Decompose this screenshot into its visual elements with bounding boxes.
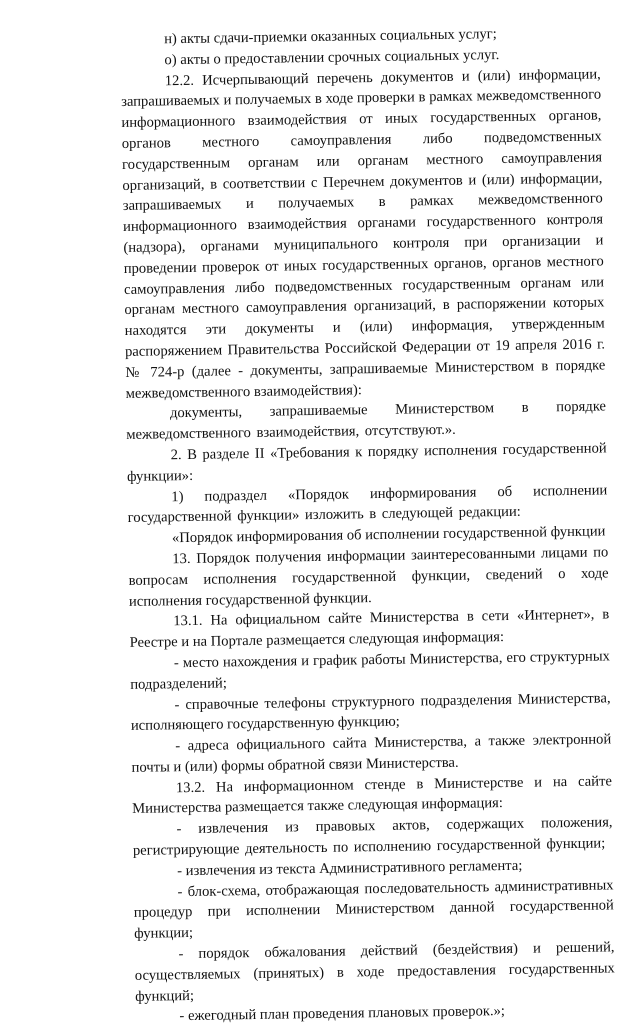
list-item-annual-plan: - ежегодный план проведения плановых проверок.»; xyxy=(179,1003,506,1025)
paragraph-12-2: 12.2. Исчерпывающий перечень документов и (или) информации, запрашиваемых и получаемых в ходе проверки в рамках межведомственного информационного взаимодействия от иных государственных органов, органов местного самоуправления либо подведомственных государственным органам или органам местного самоуправления организаций, в соответствии с Перечнем документов и (или) информации, запрашиваемых и получаемых в рамках межведомственного информационного взаимодействия органами государственного контроля (надзора), органами муниципального контроля при организации и проведении проверок от иных государственных органов, органов местного самоуправления либо подведомственных государственным органам или органам местного самоуправления организаций, в распоряжении которых находятся эти документы и (или) информация, утвержденным распоряжением Правительства Российской Федерации от 19 апреля 2016 г. № 724-р (далее - документы, запрашиваемые Министерством в порядке межведомственного взаимодействия): xyxy=(121,66,606,402)
list-item-location: - место нахождения и график работы Министерства, его структурных подразделений; xyxy=(130,648,611,693)
paragraph-item-n: н) акты сдачи-приемки оказанных социальных услуг; xyxy=(164,26,497,48)
paragraph-13-2: 13.2. На информационном стенде в Министерстве и на сайте Министерства размещается также следующая информация: xyxy=(132,773,612,818)
paragraph-subsection-1: 1) подраздел «Порядок информирования об исполнении государственной функции» изложить в следующей редакции: xyxy=(127,481,608,527)
paragraph-documents-absent: документы, запрашиваемые Министерством в порядке межведомственного взаимодействия, отсутствуют.». xyxy=(126,398,607,444)
list-item-regulation-extracts: - извлечения из текста Административного регламента; xyxy=(177,857,523,880)
list-item-addresses: - адреса официального сайта Министерства, а также электронной почты и (или) формы обратной связи Министерства. xyxy=(131,731,612,776)
list-item-legal-acts: - извлечения из правовых актов, содержащих положения, регистрирующие деятельность по исполнению государственной функции; xyxy=(132,814,613,859)
paragraph-item-o: о) акты о предоставлении срочных социальных услуг. xyxy=(164,46,500,69)
paragraph-13: 13. Порядок получения информации заинтересованными лицами по вопросам исполнения государственной функции, сведений о ходе исполнения государственной функции. xyxy=(128,544,609,610)
document-text xyxy=(120,22,616,1028)
paragraph-informing-heading: «Порядок информирования об исполнении государственной функции xyxy=(171,523,606,547)
list-item-phones: - справочные телефоны структурного подразделения Министерства, исполняющего государственную функцию; xyxy=(130,689,611,735)
list-item-flowchart: - блок-схема, отображающая последовательность административных процедур при исполнении Министерством данной государственной функции; xyxy=(133,877,614,943)
paragraph-section-2: 2. В разделе II «Требования к порядку исполнения государственной функции»: xyxy=(126,440,607,485)
list-item-appeal-procedure: - порядок обжалования действий (бездействия) и решений, осуществляемых (принятых) в ходе предоставления государственных функций; xyxy=(134,939,615,1005)
paragraph-13-1: 13.1. На официальном сайте Министерства в сети «Интернет», в Реестре и на Портале размещается следующая информация: xyxy=(129,606,610,652)
